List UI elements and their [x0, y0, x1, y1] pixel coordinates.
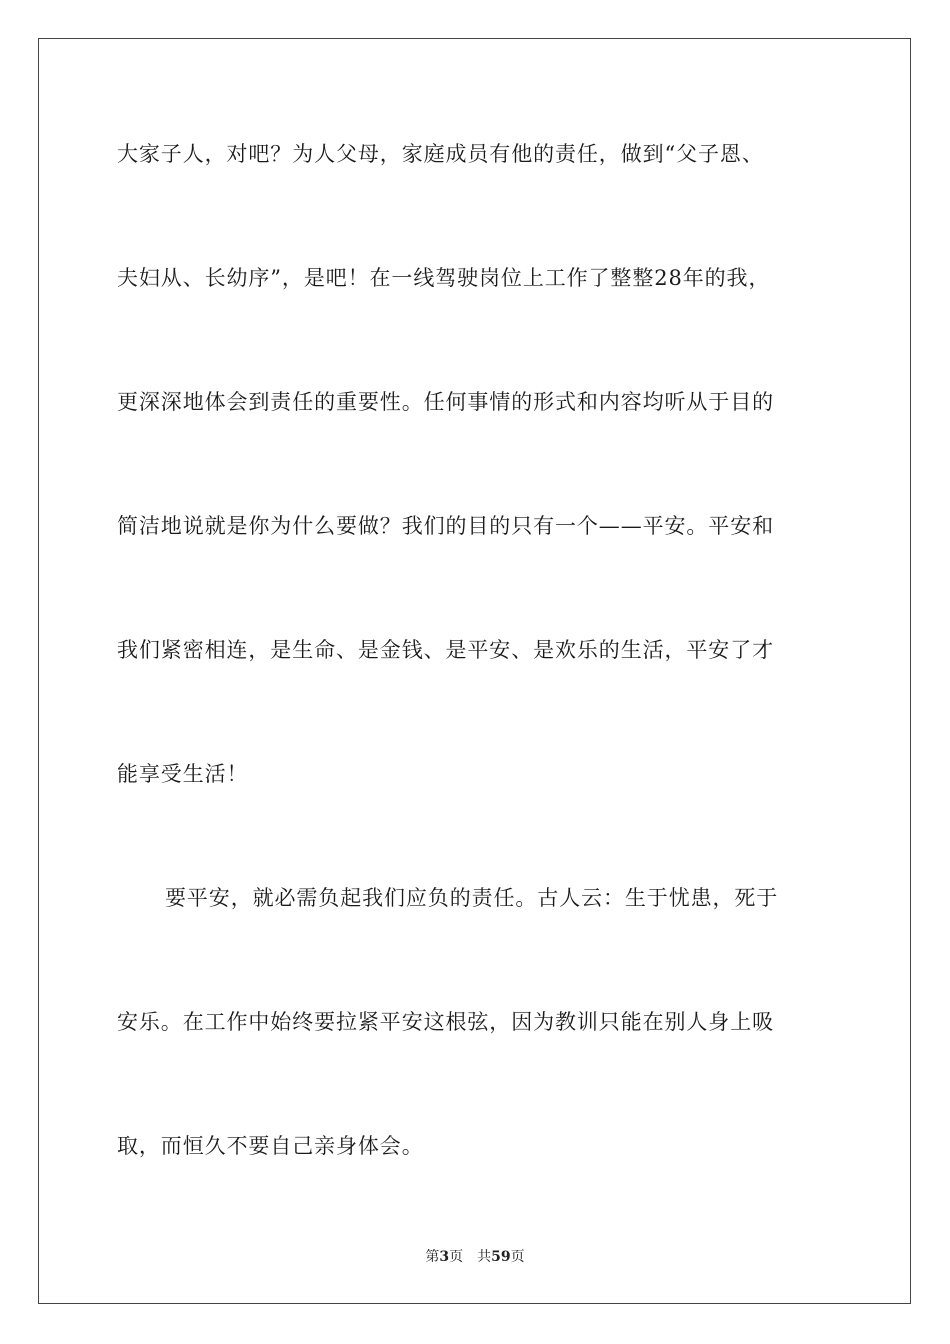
page-border [38, 38, 911, 1304]
total-suffix: 页 [510, 1249, 525, 1265]
total-pages: 59 [491, 1249, 511, 1265]
page-number: 3 [439, 1249, 450, 1265]
page-prefix: 第 [425, 1249, 440, 1265]
text-line: 简洁地说就是你为什么要做？我们的目的只有一个——平安。平安和 [117, 514, 774, 538]
text-line: 大家子人，对吧？为人父母，家庭成员有他的责任，做到“父子恩、 [117, 142, 764, 166]
text-line: 取，而恒久不要自己亲身体会。 [117, 1134, 424, 1158]
text-line: 安乐。在工作中始终要拉紧平安这根弦，因为教训只能在别人身上吸 [117, 1010, 774, 1034]
page-footer [0, 1248, 950, 1266]
page-suffix: 页 [449, 1249, 464, 1265]
text-line: 我们紧密相连，是生命、是金钱、是平安、是欢乐的生活，平安了才 [117, 638, 774, 662]
text-line: 能享受生活！ [117, 762, 249, 786]
total-prefix: 共 [477, 1249, 492, 1265]
text-line: 要平安，就必需负起我们应负的责任。古人云：生于忧患，死于 [165, 886, 779, 910]
text-line: 夫妇从、长幼序”，是吧！在一线驾驶岗位上工作了整整28年的我， [117, 266, 771, 290]
text-line: 更深深地体会到责任的重要性。任何事情的形式和内容均听从于目的 [117, 390, 774, 414]
